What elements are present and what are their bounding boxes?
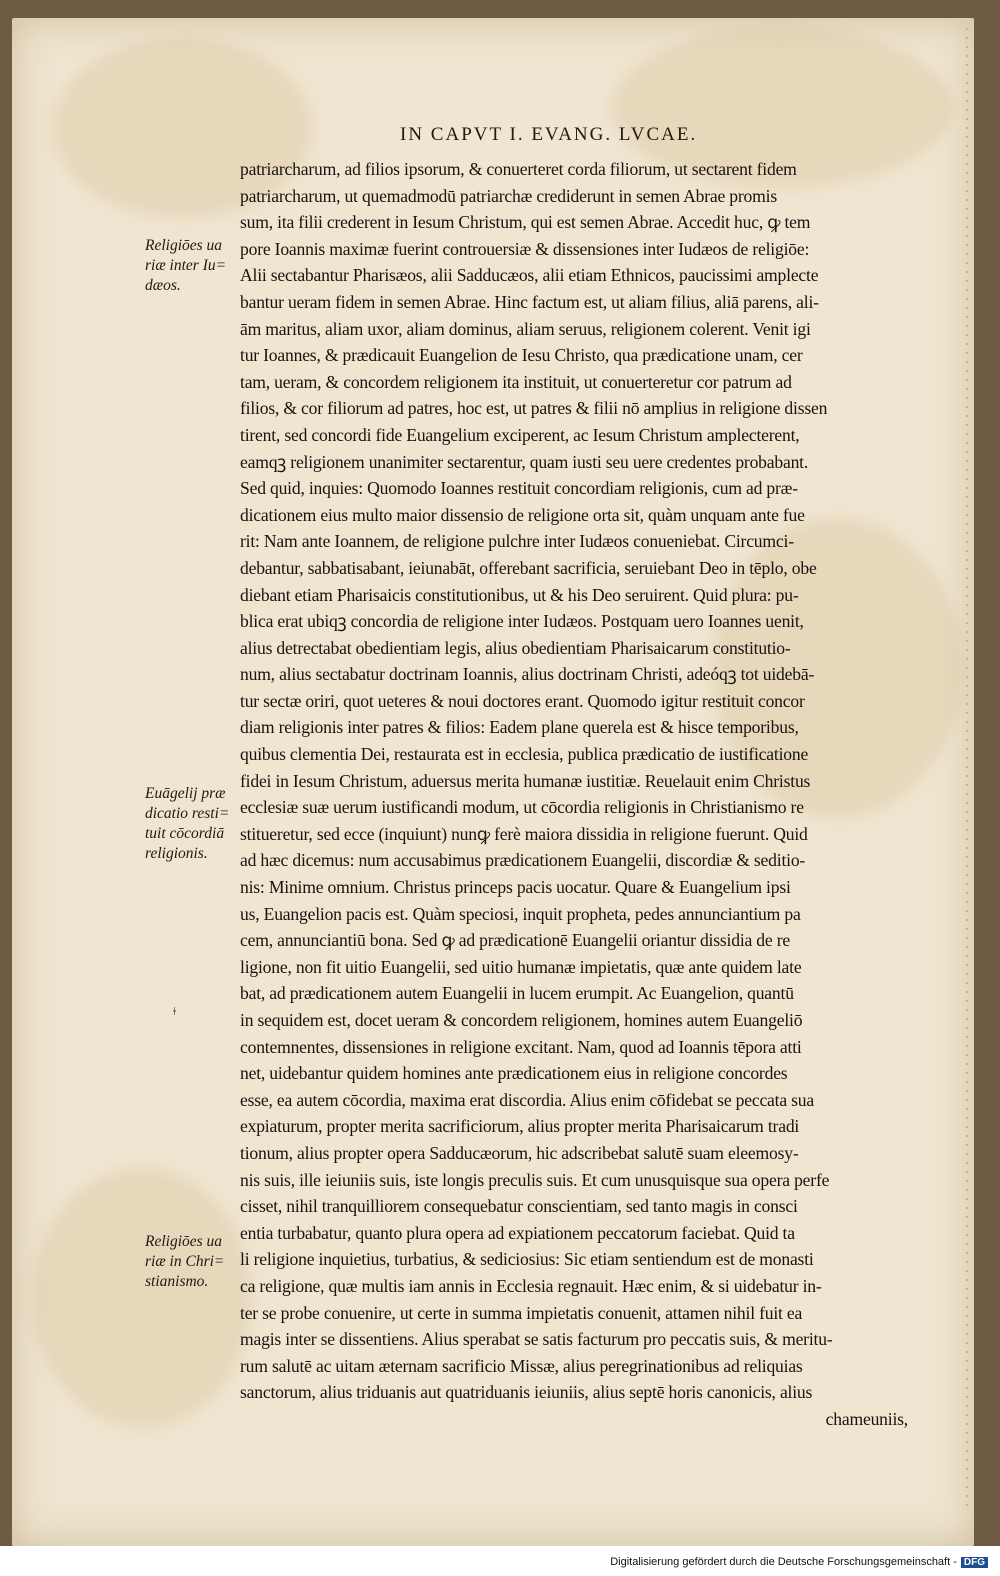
margin-note-line: Religiōes ua (145, 1233, 223, 1250)
margin-note-line: Euāgelij præ (145, 785, 226, 802)
stain (32, 1168, 252, 1428)
margin-note-line: Religiōes ua (145, 237, 223, 254)
margin-note-religions-jews (145, 236, 240, 296)
text-line: ca religione, quæ multis iam annis in Ecclesia regnauit. Hæc enim, & si uidebatur in- (240, 1275, 822, 1296)
text-line: net, uidebantur quidem homines ante prædicationem eius in religione concordes (240, 1063, 788, 1084)
text-line: diam religionis inter patres & filios: Eadem plane querela est & hisce temporibus, (240, 717, 799, 738)
text-line: alius detrectabat obedientiam legis, alius obedientiam Pharisaicarum constitutio- (240, 637, 791, 658)
margin-note-line: riæ in Chri= (145, 1253, 225, 1270)
text-line: patriarcharum, ut quemadmodū patriarchæ crediderunt in semen Abrae promis (240, 185, 777, 206)
text-line: in sequidem est, docet ueram & concordem religionem, homines autem Euangeliō (240, 1010, 803, 1030)
text-line: rum salutē ac uitam æternam sacrificio Missæ, alius peregrinationibus ad reliquias (240, 1355, 803, 1376)
text-line: quibus clementia Dei, restaurata est in ecclesia, publica prædicatio de iustificatione (240, 744, 809, 765)
text-line: blica erat ubiqꝫ concordia de religione inter Iudæos. Postquam uero Ioannes uenit, (240, 611, 804, 632)
text-line: dicationem eius multo maior dissensio de religione orta sit, quàm unquam ante fue (240, 504, 805, 525)
text-line: esse, ea autem cōcordia, maxima erat discordia. Alius enim cōfidebat se peccata sua (240, 1089, 815, 1110)
text-line: tionum, alius propter opera Sadducæorum, hic adscribebat salutē suam eleemosy- (240, 1142, 799, 1163)
running-head: IN CAPVT I. EVANG. LVCAE. (400, 124, 698, 145)
text-line: bat, ad prædicationem autem Euangelii in lucem erumpit. Ac Euangelion, quantū (240, 983, 794, 1004)
text-line: sum, ita filii crederent in Iesum Christum, qui est semen Abrae. Accedit huc, ꝙ tem (240, 212, 811, 233)
text-line: Sed quid, inquies: Quomodo Ioannes restituit concordiam religionis, cum ad præ- (240, 478, 798, 499)
stray-mark: ǂ (173, 1004, 176, 1018)
text-line: contemnentes, dissensiones in religione excitant. Nam, quod ad Ioannis tēpora atti (240, 1036, 802, 1057)
footer-bar (0, 1546, 1000, 1576)
text-line: ligione, non fit uitio Euangelii, sed uitio humanæ impietatis, quæ ante quidem late (240, 956, 802, 977)
text-line: ter se probe conuenire, ut certe in summa impietatis conuenit, attamen nihil fuit ea (240, 1302, 803, 1323)
text-line: li religione inquietius, turbatius, & sediciosius: Sic etiam sentiendum est de monasti (240, 1249, 814, 1270)
text-line: entia turbabatur, quanto plura opera ad expiationem peccatorum faciebat. Quid ta (240, 1222, 795, 1243)
text-line: diebant etiam Pharisaicis constitutionibus, ut & his Deo seruirent. Quid plura: pu- (240, 584, 799, 605)
text-line: pore Ioannis maximæ fuerint controuersiæ & dissensiones inter Iudæos de religiōe: (240, 238, 810, 259)
margin-note-line: riæ inter Iu= (145, 257, 227, 274)
text-line: ecclesiæ suæ uerum iustificandi modum, ut cōcordia religionis in Christianismo re (240, 797, 804, 818)
text-line: num, alius sectabatur doctrinam Ioannis, alius doctrinam Christi, adeóqꝫ tot uidebā- (240, 664, 815, 685)
margin-note-line: stianismo. (145, 1273, 209, 1290)
text-line: tur Ioannes, & prædicauit Euangelion de Iesu Christo, qua prædicatione unam, cer (240, 345, 803, 366)
margin-note-line: religionis. (145, 845, 208, 862)
text-line: magis inter se dissentiens. Alius sperabat se satis facturum pro peccatis suis, & meritu- (240, 1329, 833, 1350)
text-line: filios, & cor filiorum ad patres, hoc est, ut patres & filii nō amplius in religione dissen (240, 398, 828, 419)
text-line: expiaturum, propter merita sacrificiorum, alius propter merita Pharisaicarum tradi (240, 1116, 800, 1137)
text-line: tirent, sed concordi fide Euangelium exciperent, ac Iesum Christum amplecterent, (240, 424, 800, 445)
text-line: sanctorum, alius triduanis aut quatriduanis ieiuniis, alius septē horis canonicis, alius (240, 1382, 813, 1403)
text-line: stitueretur, sed ecce (inquiunt) nunꝙ ferè maiora dissidia in religione fuerunt. Quid (240, 823, 808, 844)
text-line: eamqꝫ religionem unanimiter sectarentur, quam iusti seu uere credentes probabant. (240, 451, 809, 472)
text-line: ām maritus, aliam uxor, aliam dominus, aliam seruus, religionem colerent. Venit igi (240, 318, 811, 339)
text-line: Alii sectabantur Pharisæos, alii Sadducæos, alii etiam Ethnicos, paucissimi amplecte (240, 265, 819, 286)
text-line: cem, annunciantiū bona. Sed ꝙ ad prædicationē Euangelii oriantur dissidia de re (240, 930, 790, 951)
dfg-logo: DFG (961, 1557, 988, 1568)
text-line: us, Euangelion pacis est. Quàm speciosi, inquit propheta, pedes annunciantium pa (240, 903, 801, 924)
text-line: tur sectæ oriri, quot ueteres & noui doctores erant. Quomodo igitur restituit concor (240, 690, 805, 711)
text-line: debantur, sabbatisabant, ieiunabāt, offerebant sacrificia, seruiebant Deo in tēplo, obe (240, 557, 817, 578)
text-line: rit: Nam ante Ioannem, de religione pulchre inter Iudæos conueniebat. Circumci- (240, 531, 794, 552)
text-line: cisset, nihil tranquilliorem consequebatur conscientiam, sed tanto magis in consci (240, 1196, 798, 1217)
margin-note-gospel-concord (145, 784, 240, 864)
footer-credit-text: Digitalisierung gefördert durch die Deutsche Forschungsgemeinschaft - (610, 1556, 957, 1568)
text-line: chameuniis, (825, 1408, 908, 1429)
text-line: ad hæc dicemus: num accusabimus prædicationem Euangelii, discordiæ & seditio- (240, 850, 806, 871)
text-line: patriarcharum, ad filios ipsorum, & conuerteret corda filiorum, ut sectarent fidem (240, 159, 797, 179)
text-line: nis suis, ille ieiuniis suis, iste longis preculis suis. Et cum unusquisque sua opera perfe (240, 1169, 830, 1190)
footer-credit (610, 1556, 988, 1568)
text-line: tam, ueram, & concordem religionem ita instituit, ut conuerteretur cor patrum ad (240, 371, 792, 392)
margin-note-line: dæos. (145, 277, 181, 294)
margin-note-religions-christianity (145, 1232, 240, 1292)
gutter-edge (966, 28, 968, 1506)
margin-note-line: dicatio resti= (145, 805, 230, 822)
text-line: nis: Minime omnium. Christus princeps pacis uocatur. Quare & Euangelium ipsi (240, 877, 791, 898)
margin-note-line: tuit cōcordiā (145, 825, 225, 842)
text-line: fidei in Iesum Christum, aduersus merita humanæ iustitiæ. Reuelauit enim Christus (240, 770, 811, 791)
body-text (240, 156, 908, 1433)
text-line: bantur ueram fidem in semen Abrae. Hinc factum est, ut aliam filius, aliā parens, ali- (240, 291, 819, 312)
